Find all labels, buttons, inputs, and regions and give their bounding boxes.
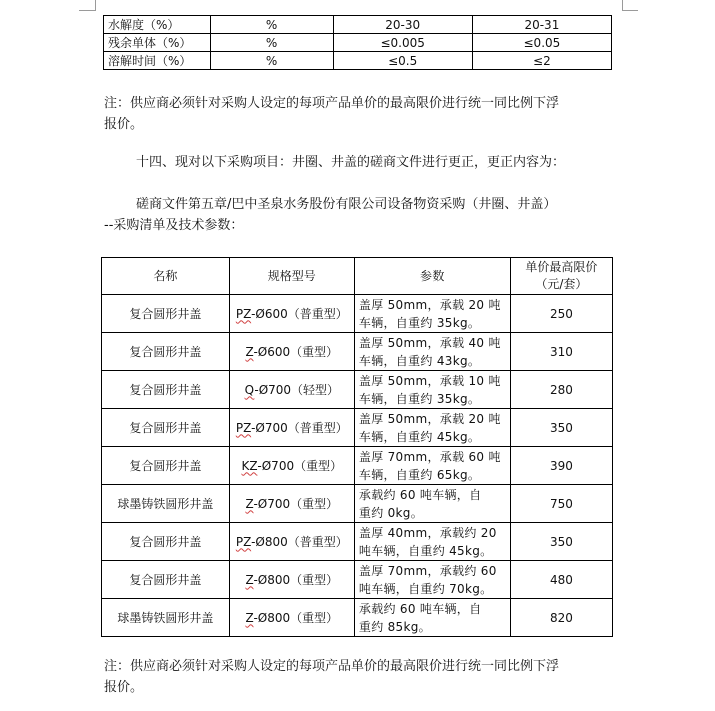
section-heading: 十四、现对以下采购项目：井圈、井盖的磋商文件进行更正，更正内容为： [136, 155, 566, 170]
note-line: 注：供应商必须针对采购人设定的每项产品单价的最高限价进行统一同比例下浮 [104, 659, 560, 674]
product-name: 球墨铸铁圆形井盖 [102, 485, 230, 523]
procurement-table [101, 257, 613, 637]
product-params [354, 409, 510, 447]
spec-row [104, 16, 612, 34]
model-spec: -Ø800（普重型） [251, 534, 348, 549]
product-name: 复合圆形井盖 [102, 523, 230, 561]
params-line: 盖厚 70mm，承载约 60 [358, 563, 497, 578]
params-line: 盖厚 50mm，承载 40 吨 [358, 335, 501, 350]
product-params [354, 295, 510, 333]
header-price-line2: （元/套） [535, 277, 588, 291]
product-params [354, 447, 510, 485]
model-code: Z [245, 344, 254, 359]
spec-row [104, 52, 612, 70]
margin-corner-mark [622, 10, 638, 11]
header-price-line1: 单价最高限价 [525, 260, 598, 274]
product-price: 820 [510, 599, 612, 637]
params-line: 车辆，自重约 35kg。 [358, 315, 481, 330]
margin-corner-mark [79, 10, 95, 11]
model-code: Q [244, 382, 255, 397]
table-header-row [102, 258, 613, 295]
model-code: PZ [235, 534, 252, 549]
spec-value-2: 20-31 [472, 16, 611, 34]
header-price [510, 258, 612, 295]
product-price: 250 [510, 295, 612, 333]
product-model [229, 333, 354, 371]
params-line: 盖厚 50mm，承载 20 吨 [358, 411, 501, 426]
margin-corner-mark [95, 0, 96, 11]
product-name: 复合圆形井盖 [102, 561, 230, 599]
params-line: 承载约 60 吨车辆，自 [358, 487, 482, 502]
header-name: 名称 [102, 258, 230, 295]
model-spec: -Ø600（普重型） [251, 306, 348, 321]
params-line: 车辆，自重约 35kg。 [358, 391, 481, 406]
model-spec: -Ø700（轻型） [254, 382, 340, 397]
model-code: Z [245, 572, 254, 587]
spec-value-2: ≤0.05 [472, 34, 611, 52]
product-name: 复合圆形井盖 [102, 333, 230, 371]
spec-value-2: ≤2 [472, 52, 611, 70]
table-row [102, 599, 613, 637]
spec-value-1: 20-30 [333, 16, 472, 34]
model-spec: -Ø700（重型） [253, 496, 339, 511]
product-model [229, 295, 354, 333]
product-model [229, 599, 354, 637]
model-code: PZ [235, 420, 252, 435]
model-code: KZ [241, 458, 258, 473]
reference-line: --采购清单及技术参数： [104, 218, 244, 233]
table-row [102, 447, 613, 485]
product-params [354, 371, 510, 409]
model-code: Z [245, 610, 254, 625]
product-name: 球墨铸铁圆形井盖 [102, 599, 230, 637]
table-row [102, 333, 613, 371]
product-price: 350 [510, 409, 612, 447]
model-spec: -Ø600（重型） [253, 344, 339, 359]
model-code: PZ [235, 306, 252, 321]
table-row [102, 409, 613, 447]
params-line: 重约 0kg。 [358, 505, 424, 520]
product-name: 复合圆形井盖 [102, 295, 230, 333]
table-row [102, 371, 613, 409]
params-line: 盖厚 50mm，承载 10 吨 [358, 373, 501, 388]
spec-table [103, 15, 612, 70]
params-line: 重约 85kg。 [358, 619, 431, 634]
spec-value-1: ≤0.005 [333, 34, 472, 52]
params-line: 车辆，自重约 45kg。 [358, 429, 481, 444]
product-name: 复合圆形井盖 [102, 409, 230, 447]
spec-unit: % [210, 16, 333, 34]
note-line: 报价。 [104, 117, 144, 132]
product-model [229, 485, 354, 523]
product-price: 480 [510, 561, 612, 599]
params-line: 盖厚 70mm，承载 60 吨 [358, 449, 501, 464]
header-params: 参数 [354, 258, 510, 295]
model-spec: -Ø700（普重型） [251, 420, 348, 435]
product-price: 390 [510, 447, 612, 485]
spec-unit: % [210, 52, 333, 70]
product-model [229, 523, 354, 561]
note-line: 注：供应商必须针对采购人设定的每项产品单价的最高限价进行统一同比例下浮 [104, 96, 560, 111]
params-line: 车辆，自重约 65kg。 [358, 467, 481, 482]
params-line: 盖厚 50mm，承载 20 吨 [358, 297, 501, 312]
params-line: 吨车辆，自重约 45kg。 [358, 543, 493, 558]
reference-line: 磋商文件第五章/巴中圣泉水务股份有限公司设备物资采购（井圈、井盖） [136, 197, 557, 212]
table-row [102, 485, 613, 523]
model-code: Z [245, 496, 254, 511]
product-name: 复合圆形井盖 [102, 371, 230, 409]
product-price: 350 [510, 523, 612, 561]
table-row [102, 523, 613, 561]
product-price: 310 [510, 333, 612, 371]
product-model [229, 561, 354, 599]
product-price: 750 [510, 485, 612, 523]
product-price: 280 [510, 371, 612, 409]
product-name: 复合圆形井盖 [102, 447, 230, 485]
product-params [354, 599, 510, 637]
product-params [354, 523, 510, 561]
model-spec: -Ø800（重型） [253, 610, 339, 625]
product-model [229, 447, 354, 485]
spec-row [104, 34, 612, 52]
spec-name: 水解度（%） [104, 16, 211, 34]
model-spec: -Ø700（重型） [257, 458, 343, 473]
product-params [354, 333, 510, 371]
product-model [229, 371, 354, 409]
params-line: 承载约 60 吨车辆，自 [358, 601, 482, 616]
spec-value-1: ≤0.5 [333, 52, 472, 70]
spec-name: 溶解时间（%） [104, 52, 211, 70]
table-row [102, 295, 613, 333]
params-line: 吨车辆，自重约 70kg。 [358, 581, 493, 596]
params-line: 盖厚 40mm，承载约 20 [358, 525, 497, 540]
spec-name: 残余单体（%） [104, 34, 211, 52]
params-line: 车辆，自重约 43kg。 [358, 353, 481, 368]
product-model [229, 409, 354, 447]
product-params [354, 485, 510, 523]
table-row [102, 561, 613, 599]
spec-unit: % [210, 34, 333, 52]
product-params [354, 561, 510, 599]
note-line: 报价。 [104, 680, 144, 695]
header-model: 规格型号 [229, 258, 354, 295]
model-spec: -Ø800（重型） [253, 572, 339, 587]
